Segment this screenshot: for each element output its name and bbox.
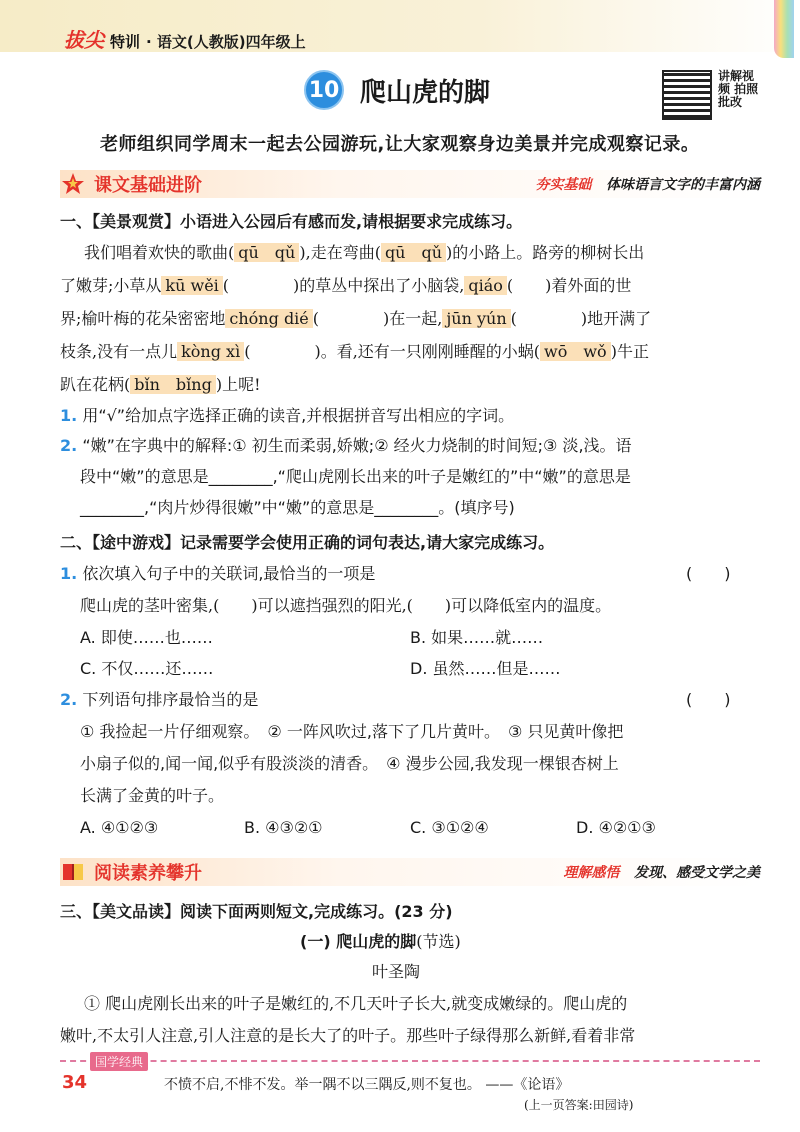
subquestion-2-line3[interactable]: ________,“肉片炒得很嫩”中“嫩”的意思是________。(填序号) — [80, 498, 515, 517]
question-2-heading: 二、【途中游戏】记录需要学会使用正确的词句表达,请大家完成练习。 — [60, 533, 555, 552]
passage-note: (节选) — [416, 932, 461, 951]
header-subtitle: · 语文(人教版)四年级上 — [146, 33, 306, 51]
text: 枝条,没有一点儿 — [60, 342, 178, 361]
option-b[interactable]: B. 如果……就…… — [410, 628, 544, 647]
section-title: 阅读素养攀升 — [94, 863, 202, 884]
q2-sentence: 爬山虎的茎叶密集,( )可以遮挡强烈的阳光,( )可以降低室内的温度。 — [80, 596, 612, 615]
pinyin-prompt: qiáo — [464, 276, 507, 295]
qr-label: 讲解视频 拍照批改 — [718, 69, 759, 109]
pinyin-choice[interactable]: wō wǒ — [540, 342, 611, 361]
subquestion-text: 依次填入句子中的关联词,最恰当的一项是 — [82, 564, 376, 583]
passage-line — [60, 309, 651, 329]
answer-blank[interactable]: ( )在一起, — [312, 309, 443, 328]
question-1-heading: 一、【美景观赏】小语进入公园后有感而发,请根据要求完成练习。 — [60, 212, 523, 231]
brand-name: 拔尖 — [64, 28, 104, 52]
option-b[interactable]: B. ④③②① — [244, 818, 323, 837]
passage-line — [60, 276, 631, 296]
passage-heading — [300, 932, 461, 952]
text: 界;榆叶梅的花朵密密地 — [60, 309, 226, 328]
section-subtitle-black: 发现、感受文学之美 — [634, 865, 760, 881]
subquestion-text: 用“√”给加点字选择正确的读音,并根据拼音写出相应的字词。 — [82, 406, 515, 425]
option-d[interactable]: D. ④②①③ — [576, 818, 656, 837]
question-3-heading: 三、【美文品读】阅读下面两则短文,完成练习。(23 分) — [60, 902, 453, 921]
answer-blank[interactable]: ( )着外面的世 — [506, 276, 632, 295]
star-icon — [60, 171, 86, 197]
text: )的小路上。路旁的柳树长出 — [446, 243, 645, 262]
answer-blank[interactable]: ( )。看,还有一只刚刚睡醒的小蜗( — [244, 342, 541, 361]
section-bar-basics — [60, 170, 760, 198]
subquestion-number: 2. — [60, 436, 78, 455]
q2-sentences-line3: 长满了金黄的叶子。 — [80, 786, 225, 805]
option-c[interactable]: C. 不仅……还…… — [80, 659, 214, 678]
subquestion-number: 1. — [60, 406, 78, 425]
q2-subquestion-1 — [60, 564, 375, 584]
passage-line — [60, 342, 649, 362]
book-icon — [60, 859, 86, 885]
section-bar-reading — [60, 858, 760, 886]
section-subtitle-black: 体味语言文字的丰富内涵 — [606, 177, 760, 193]
option-c[interactable]: C. ③①②④ — [410, 818, 489, 837]
footer-answer-ref: (上一页答案:田园诗) — [524, 1098, 634, 1112]
subquestion-text: 下列语句排序最恰当的是 — [82, 690, 259, 709]
q2-subquestion-2 — [60, 690, 258, 710]
running-header — [64, 24, 306, 53]
passage-line — [60, 375, 261, 395]
section-subtitle-red: 夯实基础 — [535, 177, 592, 193]
passage-author: 叶圣陶 — [372, 962, 421, 981]
page-number: 34 — [62, 1072, 88, 1093]
answer-paren[interactable]: ( ) — [686, 564, 731, 583]
option-d[interactable]: D. 虽然……但是…… — [410, 659, 561, 678]
q2-sentences-line2: 小扇子似的,闻一闻,似乎有股淡淡的清香。 ④ 漫步公园,我发现一棵银杏树上 — [80, 754, 619, 773]
subquestion-2-line2[interactable]: 段中“嫩”的意思是________,“爬山虎刚长出来的叶子是嫩红的”中“嫩”的意思是 — [80, 467, 631, 486]
text: )牛正 — [610, 342, 649, 361]
passage-line: 嫩叶,不太引人注意,引人注意的是长大了的叶子。那些叶子绿得那么新鲜,看着非常 — [60, 1026, 636, 1045]
lesson-number-badge: 10 — [304, 70, 344, 110]
text: 了嫩芽;小草从 — [60, 276, 162, 295]
pinyin-choice[interactable]: qū qǔ — [381, 243, 446, 262]
option-a[interactable]: A. ④①②③ — [80, 818, 159, 837]
pinyin-choice[interactable]: bǐn bǐng — [130, 375, 216, 394]
lesson-title: 爬山虎的脚 — [360, 77, 491, 108]
footer-tag: 国学经典 — [90, 1052, 148, 1071]
section-subtitle — [563, 862, 760, 882]
text: )上呢! — [215, 375, 261, 394]
subquestion-text: “嫩”在字典中的解释:① 初生而柔弱,娇嫩;② 经火力烧制的时间短;③ 淡,浅。语 — [82, 436, 632, 455]
text: ),走在弯曲( — [299, 243, 381, 262]
text: 我们唱着欢快的歌曲( — [84, 243, 235, 262]
answer-paren[interactable]: ( ) — [686, 690, 731, 709]
passage-title: (一) 爬山虎的脚 — [300, 932, 417, 951]
lesson-heading — [304, 70, 490, 110]
text: 趴在花柄( — [60, 375, 131, 394]
intro-text: 老师组织同学周末一起去公园游玩,让大家观察身边美景并完成观察记录。 — [100, 134, 700, 155]
section-subtitle — [535, 174, 760, 194]
footer-quote: 不愤不启,不悱不发。举一隅不以三隅反,则不复也。 ——《论语》 — [164, 1077, 570, 1093]
q2-sentences-line1: ① 我捡起一片仔细观察。 ② 一阵风吹过,落下了几片黄叶。 ③ 只见黄叶像把 — [80, 722, 624, 741]
passage-line — [84, 243, 644, 263]
pinyin-prompt: jūn yún — [442, 309, 510, 328]
page-edge-stripe — [774, 0, 794, 58]
answer-blank[interactable]: ( )地开满了 — [510, 309, 652, 328]
subquestion-number: 2. — [60, 690, 78, 709]
answer-blank[interactable]: ( )的草丛中探出了小脑袋, — [222, 276, 465, 295]
section-subtitle-red: 理解感悟 — [563, 865, 620, 881]
section-title: 课文基础进阶 — [94, 175, 202, 196]
pinyin-prompt: kū wěi — [161, 276, 222, 295]
subquestion-number: 1. — [60, 564, 78, 583]
footer-divider — [60, 1060, 760, 1062]
brand-name-2: 特训 — [110, 33, 141, 51]
qr-code-icon[interactable] — [662, 70, 712, 120]
passage-line: ① 爬山虎刚长出来的叶子是嫩红的,不几天叶子长大,就变成嫩绿的。爬山虎的 — [84, 994, 628, 1013]
pinyin-choice[interactable]: qū qǔ — [234, 243, 299, 262]
option-a[interactable]: A. 即使……也…… — [80, 628, 213, 647]
subquestion-1 — [60, 406, 514, 426]
pinyin-prompt: chóng dié — [225, 309, 312, 328]
pinyin-prompt: kòng xì — [177, 342, 244, 361]
subquestion-2 — [60, 436, 632, 456]
